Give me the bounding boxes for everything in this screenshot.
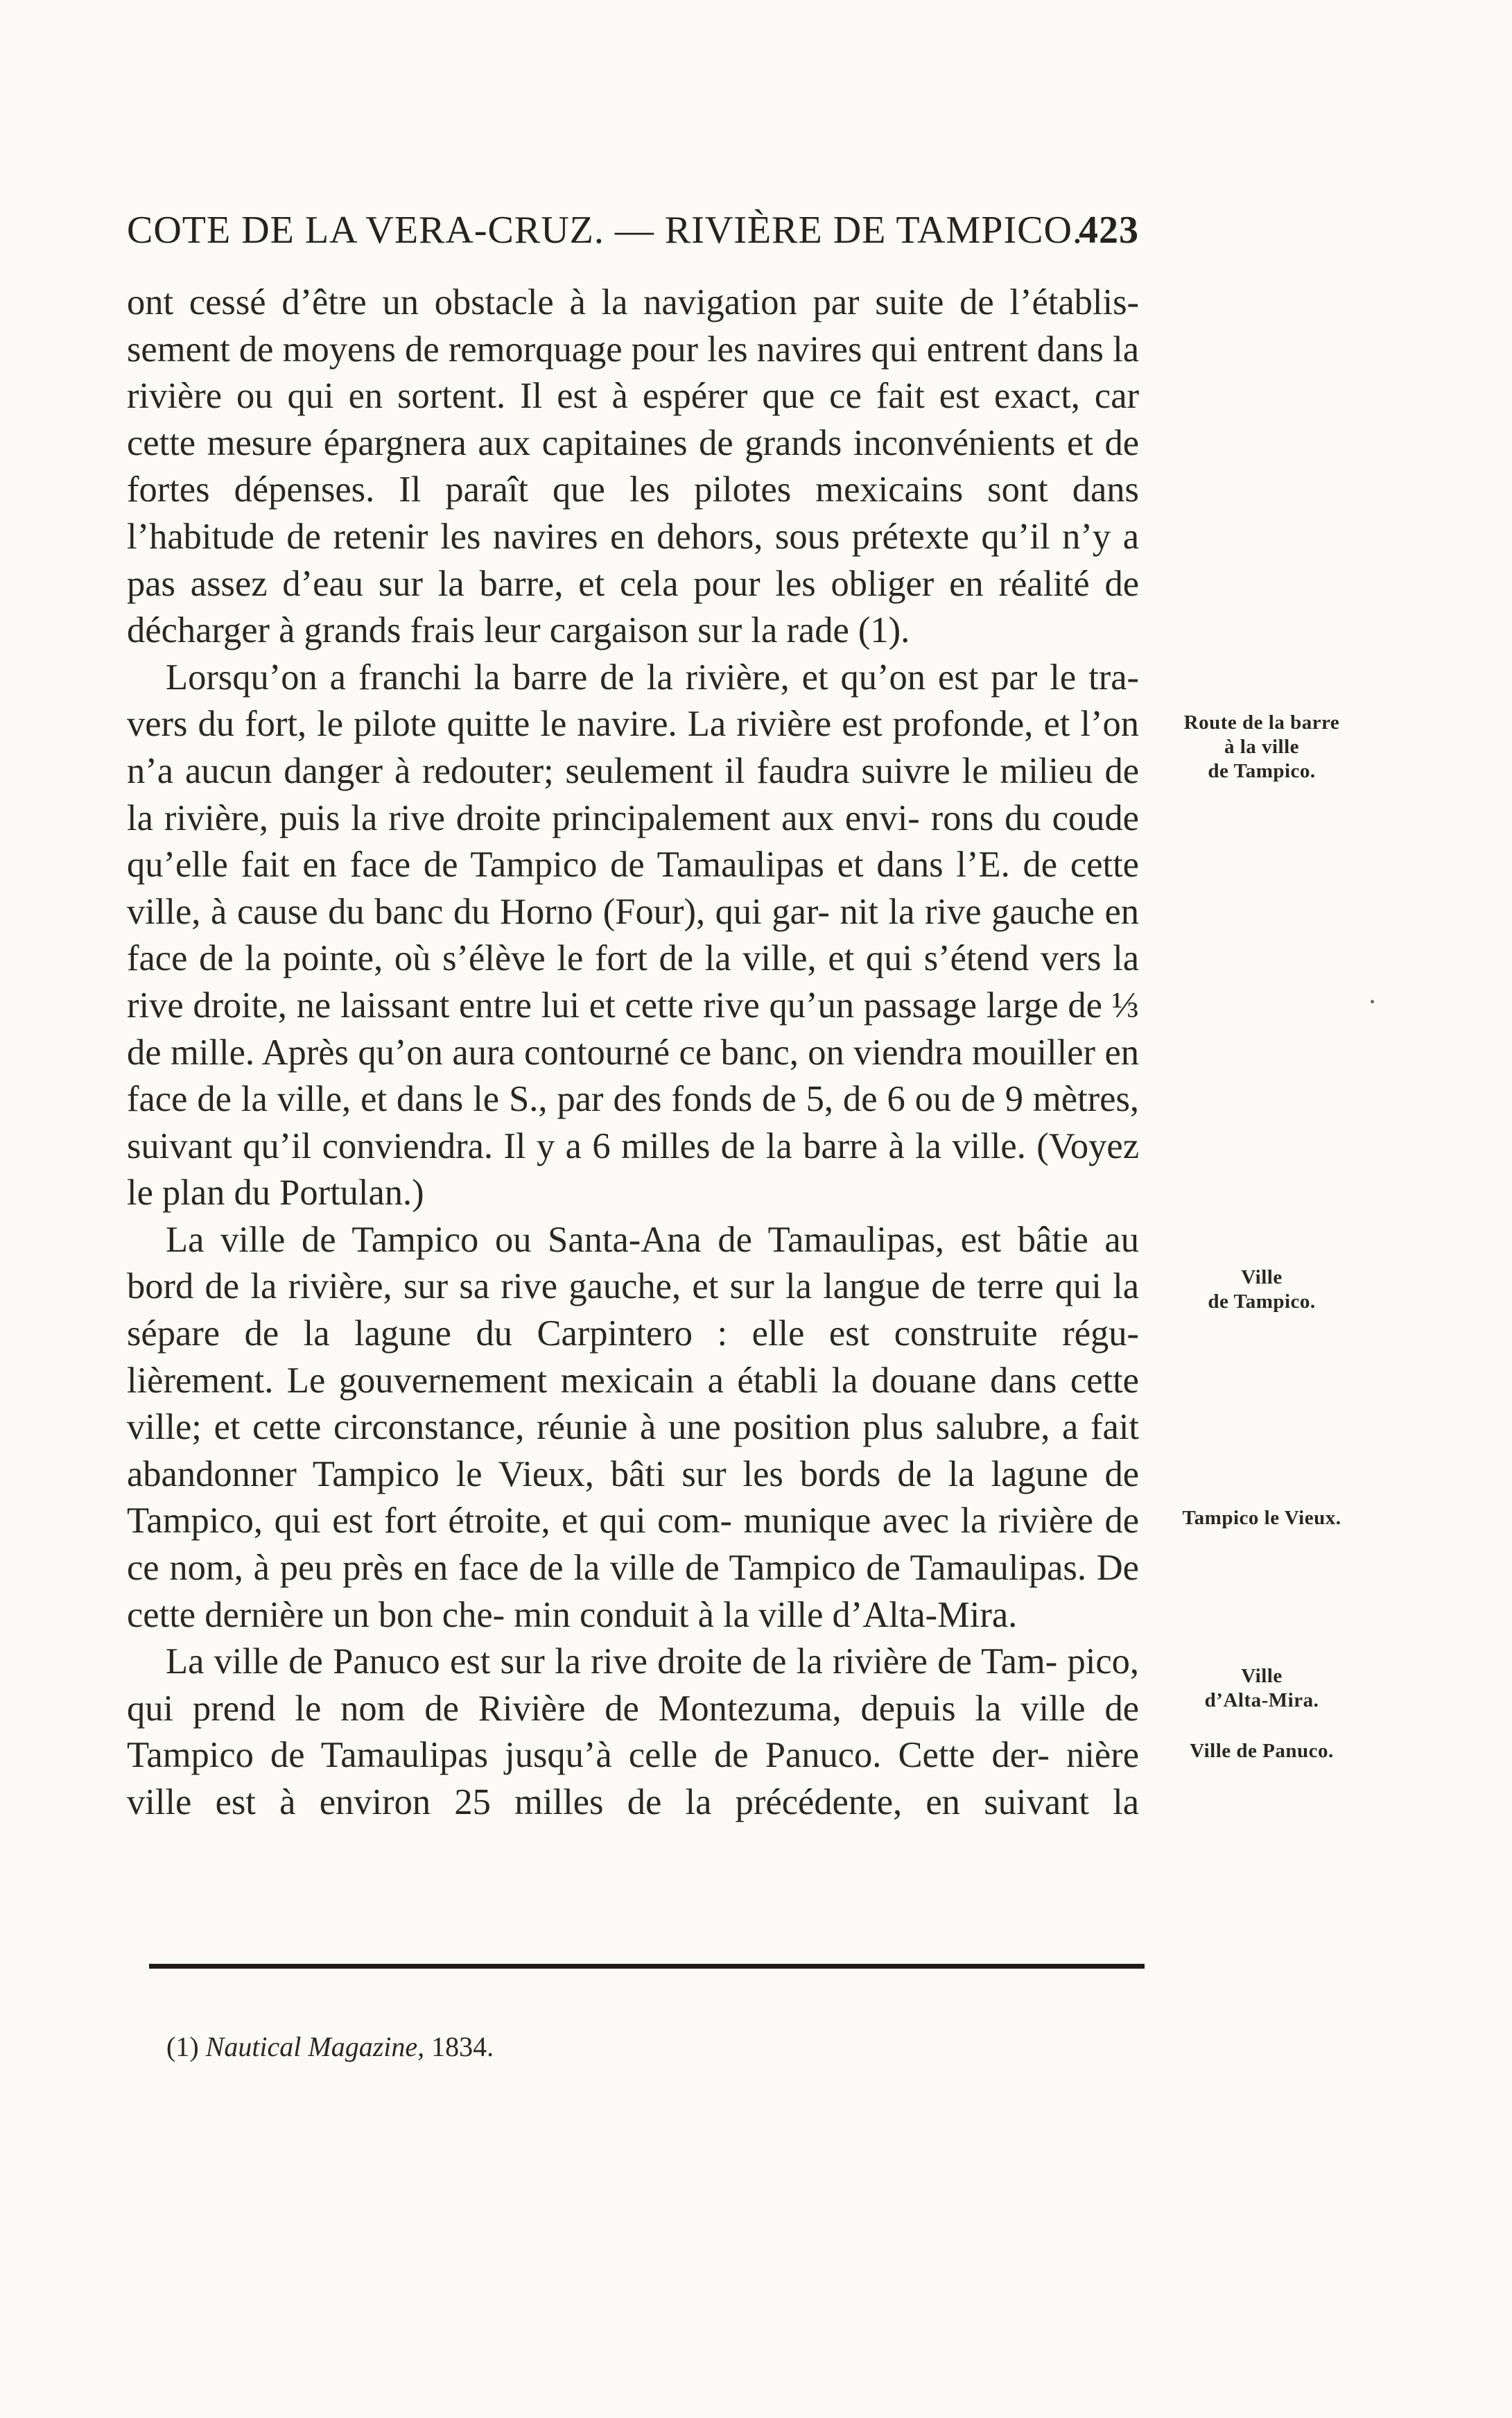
text-line: bord de la rivière, sur sa rive gauche, et sur la langue de terre xyxy=(127,1266,1044,1307)
text-line: milles de la barre à la ville. (Voyez le plan du Portulan.) xyxy=(127,1125,1139,1214)
page-number: 423 xyxy=(1079,209,1139,252)
footnote-source: Nautical Magazine, xyxy=(205,2031,425,2062)
text-line: est exact, car cette mesure épargnera aux capitaines de grands xyxy=(127,376,1140,463)
margin-note-line: Ville xyxy=(1241,1266,1283,1288)
margin-note-line: Ville xyxy=(1241,1665,1283,1687)
text-line: lièrement. Le gouvernement mexicain a établi la douane dans xyxy=(127,1360,1057,1401)
text-line: nit la rive gauche en face de la pointe, où s’élève le fort de la ville, xyxy=(127,891,1140,979)
text-line: inconvénients et de fortes dépenses. Il paraît que les pilotes xyxy=(127,422,1140,510)
text-line: et qui s’étend vers la rive droite, ne laissant entre lui et cette rive xyxy=(127,938,1140,1026)
paragraph xyxy=(127,1639,1139,1826)
text-line: ville de Tampico de Tamaulipas. De cette dernière un bon che- xyxy=(127,1548,1139,1635)
text-line: cette ville; et cette circonstance, réunie à une position plus xyxy=(127,1360,1139,1448)
running-title: COTE DE LA VERA-CRUZ. — RIVIÈRE DE TAMPICO. xyxy=(127,209,1083,252)
paragraph xyxy=(127,279,1139,655)
text-line: sous prétexte qu’il n’y a pas assez d’eau sur la barre, et cela pour xyxy=(127,516,1139,604)
footnote-number: (1) xyxy=(166,2031,199,2062)
running-header xyxy=(127,208,1139,257)
margin-note-panuco xyxy=(1151,1739,1373,1763)
text-line: La ville de Tampico ou Santa-Ana de Tamaulipas, est bâtie au xyxy=(166,1219,1139,1260)
margin-note-line: Tampico le Vieux. xyxy=(1182,1507,1341,1529)
margin-note-ville-tampico xyxy=(1151,1266,1373,1314)
text-line: pico, qui prend le nom de Rivière de Montezuma, depuis la ville xyxy=(127,1641,1140,1729)
footnote xyxy=(166,2030,1137,2063)
paragraph xyxy=(127,655,1139,1217)
margin-note-line: d’Alta-Mira. xyxy=(1204,1689,1319,1711)
margin-note-line: Ville de Panuco. xyxy=(1190,1740,1334,1762)
text-line: Lorsqu’on a franchi la barre de la rivière, et qu’on est par le tra- xyxy=(166,657,1139,698)
text-line: mexicains sont dans l’habitude de retenir les navires en dehors, xyxy=(127,469,1139,557)
text-line: sement de moyens de remorquage pour les navires qui entrent xyxy=(127,329,1028,370)
margin-note-tampico-vieux xyxy=(1151,1506,1373,1530)
text-line: nière ville est à environ 25 milles de la précédente, en suivant la xyxy=(127,1735,1140,1822)
text-line: banc, on viendra mouiller en face de la ville, et dans le S., par des xyxy=(127,1032,1140,1120)
margin-note-line: de Tampico. xyxy=(1208,760,1316,782)
margin-note-line: de Tampico. xyxy=(1208,1290,1316,1313)
margin-note-line: Route de la barre xyxy=(1183,711,1340,734)
text-line: munique avec la rivière de ce nom, à peu près en face de la xyxy=(127,1501,1139,1589)
text-line: ont cessé d’être un obstacle à la navigation par suite de l’établis- xyxy=(127,282,1139,322)
main-text xyxy=(127,279,1139,1827)
text-line: rons du coude qu’elle fait en face de Tampico de Tamaulipas et xyxy=(127,797,1139,886)
text-line: dans la rivière ou qui en sortent. Il est à espérer que ce fait xyxy=(127,329,1140,417)
margin-note-alta-mira xyxy=(1151,1664,1373,1713)
text-line: de Tampico de Tamaulipas jusqu’à celle de Panuco. Cette der- xyxy=(127,1688,1139,1776)
text-line: milieu de la rivière, puis la rive droite principalement aux envi- xyxy=(127,750,1139,838)
text-line: dans l’E. de cette ville, à cause du banc du Horno (Four), qui gar- xyxy=(127,845,1139,932)
text-line: l’on n’a aucun danger à redouter; seulement il faudra suivre le xyxy=(127,704,1139,791)
text-line: les obliger en réalité de décharger à grands frais leur cargaison xyxy=(127,563,1139,651)
text-line: fonds de 5, de 6 ou de 9 mètres, suivant qu’il conviendra. Il y a 6 xyxy=(127,1079,1139,1166)
text-line: qu’un passage large de ⅓ de mille. Après qu’on aura contourné ce xyxy=(127,985,1140,1073)
text-line: qui la sépare de la lagune du Carpintero : elle est construite régu- xyxy=(127,1266,1139,1354)
text-line: salubre, a fait abandonner Tampico le Vieux, bâti sur les bords xyxy=(127,1407,1139,1494)
text-line: min conduit à la ville d’Alta-Mira. xyxy=(514,1594,1018,1635)
paragraph xyxy=(127,1217,1139,1639)
margin-note-route xyxy=(1151,711,1373,784)
footnote-rule xyxy=(149,1964,1145,1969)
text-line: sur la rade (1). xyxy=(697,610,910,651)
text-line: La ville de Panuco est sur la rive droite de la rivière de Tam- xyxy=(166,1641,1058,1682)
paper-speck xyxy=(1371,1000,1374,1003)
text-line: de la lagune de Tampico, qui est fort étroite, et qui com- xyxy=(127,1453,1139,1542)
margin-note-line: à la ville xyxy=(1224,736,1300,758)
text-line: vers du fort, le pilote quitte le navire. La rivière est profonde, et xyxy=(127,704,1070,745)
footnote-year: 1834. xyxy=(431,2031,494,2062)
